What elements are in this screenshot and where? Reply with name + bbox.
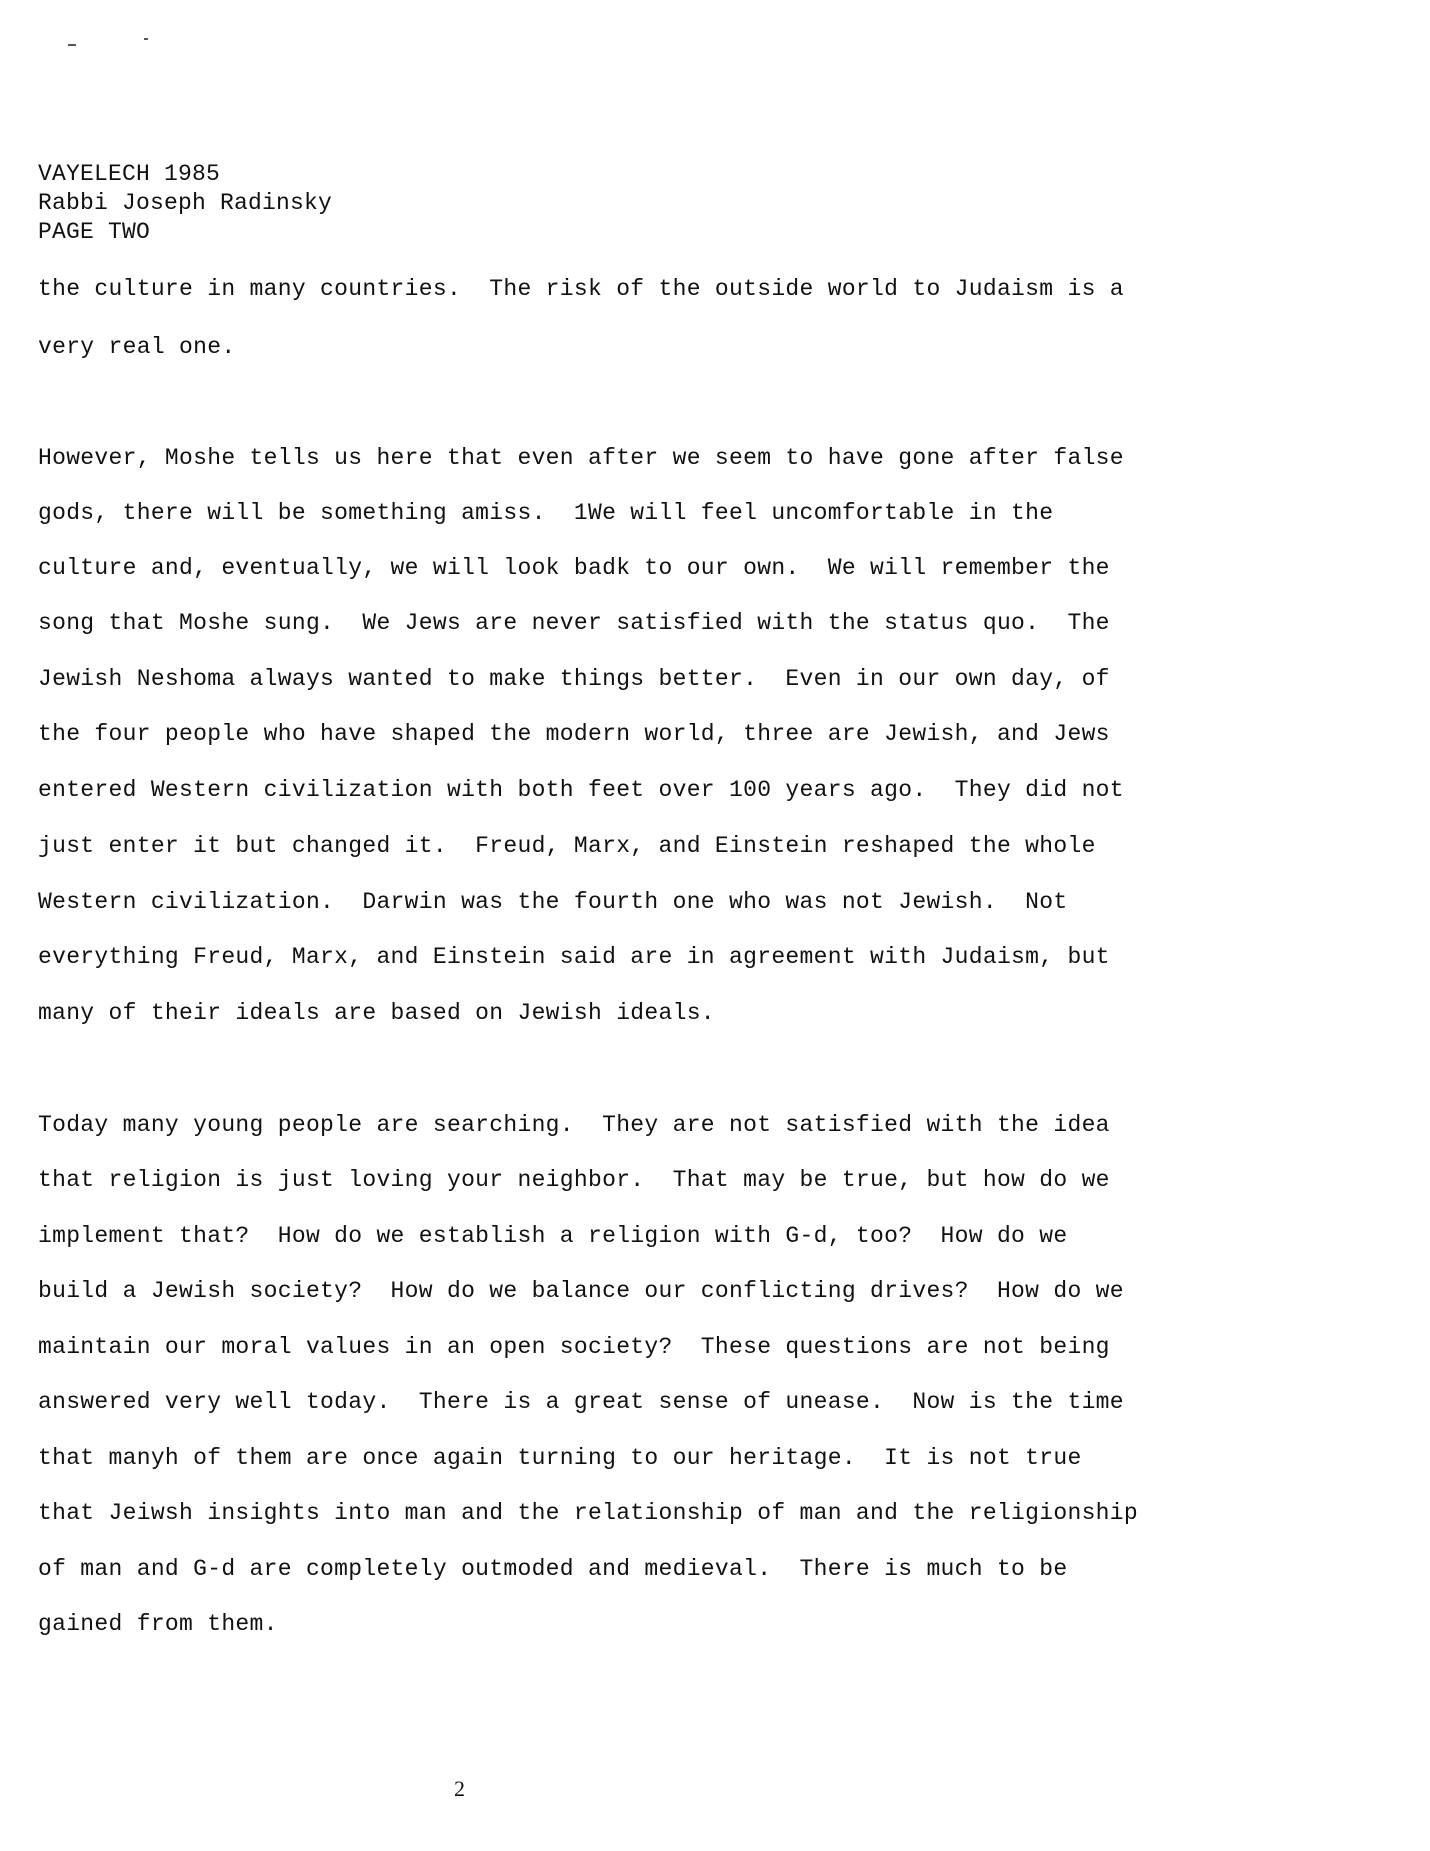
text-line: gods, there will be something amiss. 1We will feel uncomfortable in the <box>38 500 1054 526</box>
text-line: the culture in many countries. The risk of the outside world to Judaism is a <box>38 276 1124 302</box>
text-line: culture and, eventually, we will look badk to our own. We will remember the <box>38 555 1110 581</box>
text-line: that manyh of them are once again turning to our heritage. It is not true <box>38 1445 1082 1471</box>
text-line: Today many young people are searching. They are not satisfied with the idea <box>38 1112 1110 1138</box>
scan-speck <box>68 44 76 46</box>
text-line: However, Moshe tells us here that even after we seem to have gone after false <box>38 445 1124 471</box>
text-line: everything Freud, Marx, and Einstein said are in agreement with Judaism, but <box>38 944 1110 970</box>
text-line: Western civilization. Darwin was the fourth one who was not Jewish. Not <box>38 889 1068 915</box>
text-line: entered Western civilization with both feet over 100 years ago. They did not <box>38 777 1124 803</box>
text-line: song that Moshe sung. We Jews are never satisfied with the status quo. The <box>38 610 1110 636</box>
header-author: Rabbi Joseph Radinsky <box>38 190 333 216</box>
text-line: that religion is just loving your neighbor. That may be true, but how do we <box>38 1167 1110 1193</box>
text-line: of man and G-d are completely outmoded and medieval. There is much to be <box>38 1556 1068 1582</box>
header-page-label: PAGE TWO <box>38 219 151 245</box>
text-line: answered very well today. There is a great sense of unease. Now is the time <box>38 1389 1124 1415</box>
text-line: implement that? How do we establish a religion with G-d, too? How do we <box>38 1223 1068 1249</box>
scan-specks <box>60 38 160 48</box>
header-title: VAYELECH 1985 <box>38 161 221 187</box>
page-number: 2 <box>454 1776 465 1801</box>
text-line: just enter it but changed it. Freud, Marx, and Einstein reshaped the whole <box>38 833 1096 859</box>
text-line: maintain our moral values in an open society? These questions are not being <box>38 1334 1110 1360</box>
text-line: many of their ideals are based on Jewish ideals. <box>38 1000 715 1026</box>
text-line: very real one. <box>38 334 236 360</box>
text-line: that Jeiwsh insights into man and the relationship of man and the religionship <box>38 1500 1138 1526</box>
text-line: the four people who have shaped the modern world, three are Jewish, and Jews <box>38 721 1110 747</box>
text-line: Jewish Neshoma always wanted to make things better. Even in our own day, of <box>38 666 1110 692</box>
scan-speck <box>144 38 148 40</box>
text-line: build a Jewish society? How do we balance our conflicting drives? How do we <box>38 1278 1124 1304</box>
document-header <box>38 160 332 247</box>
text-line: gained from them. <box>38 1611 278 1637</box>
